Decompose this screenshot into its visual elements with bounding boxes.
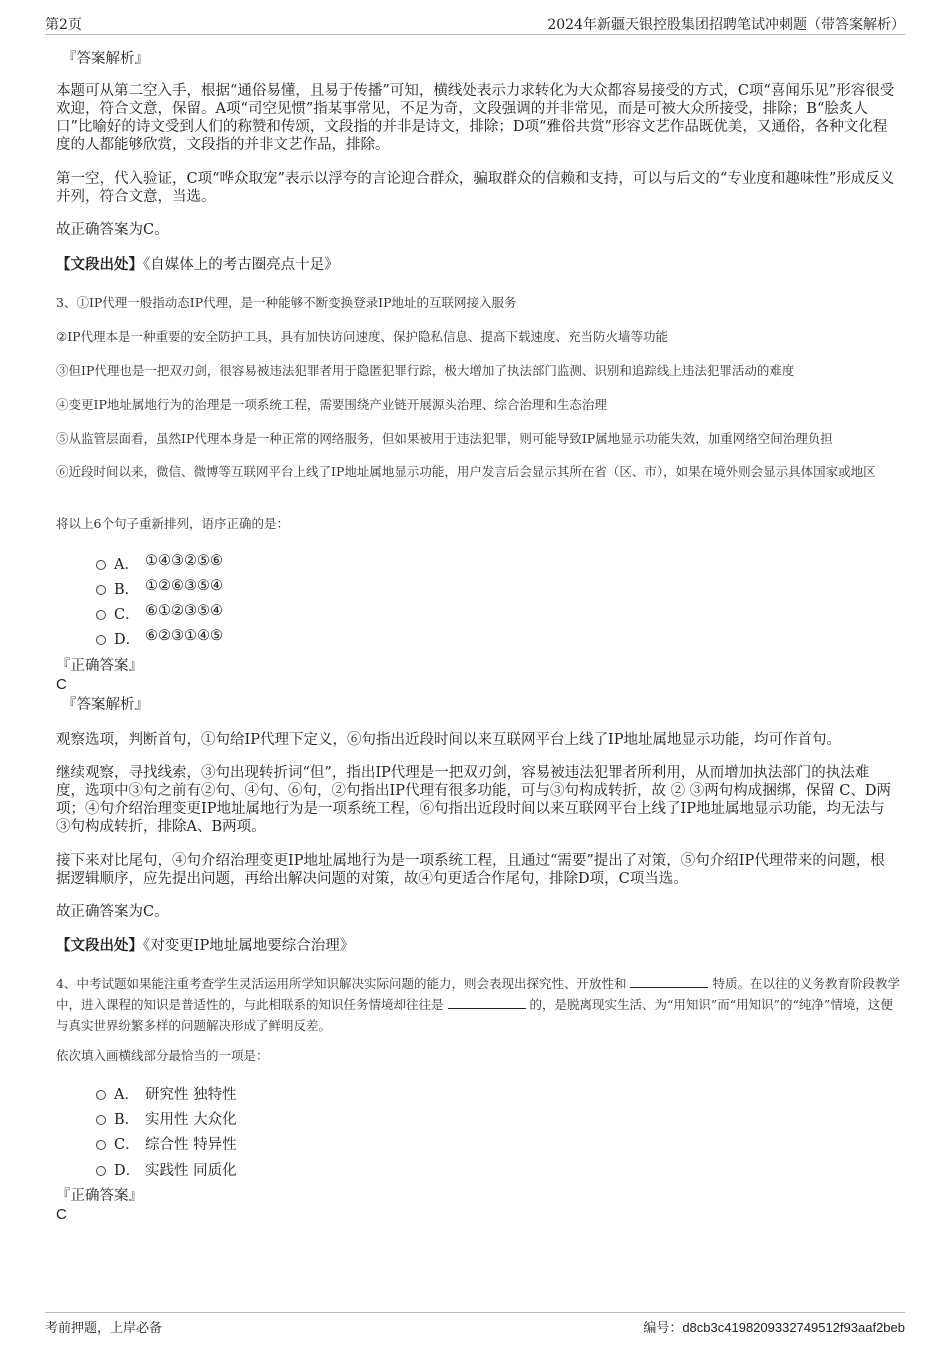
page-number: 第2页 xyxy=(45,17,82,33)
q3-sentence-5: ⑤从监管层面看，虽然IP代理本身是一种正常的网络服务，但如果被用于违法犯罪，则可能导致IP属地显示功能失效，加重网络空间治理负担 xyxy=(56,431,833,446)
q3-source-label: 【文段出处】 xyxy=(56,937,143,954)
q4-prompt: 依次填入画横线部分最恰当的一项是： xyxy=(56,1048,269,1063)
q2-analysis-heading: 『答案解析』 xyxy=(62,51,149,67)
option-text: ①②⑥③⑤④ xyxy=(145,578,223,594)
option-label: D． xyxy=(114,632,141,648)
q2-analysis-para-1: 本题可从第二空入手，根据“通俗易懂，且易于传播”可知，横线处表示力求转化为大众都容易接受的方式，C项“喜闻乐见”形容很受欢迎，符合文意，保留。A项“司空见惯”指某事常见，不足为奇，文段强调的并非常见，而是可被大众所接受，排除；B“脍炙人口”比喻好的诗文受到人们的称赞和传颂，文段指的并非是诗文，排除；D项“雅俗共赏”形容文艺作品既优美，又通俗，各种文化程度的人都能够欣赏，文段指的并非文艺作品，排除。 xyxy=(56,83,895,153)
option-label: C． xyxy=(114,1137,140,1153)
q2-conclusion: 故正确答案为C。 xyxy=(56,222,169,238)
document-title: 2024年新疆天银控股集团招聘笔试冲刺题（带答案解析） xyxy=(547,17,905,33)
q3-sentence-4: ④变更IP地址属地行为的治理是一项系统工程，需要围绕产业链开展源头治理、综合治理和生态治理 xyxy=(56,397,607,412)
q2-analysis-para-2: 第一空，代入验证，C项“哗众取宠”表示以浮夸的言论迎合群众，骗取群众的信赖和支持，可以与后文的“专业度和趣味性”形成反义并列，符合文意，当选。 xyxy=(56,171,895,205)
q2-source-title: 《自媒体上的考古圈亮点十足》 xyxy=(143,257,339,273)
radio-button-icon[interactable] xyxy=(96,585,106,595)
q3-source xyxy=(56,937,354,955)
q3-source-title: 《对变更IP地址属地要综合治理》 xyxy=(143,938,355,954)
option-text: ①④③②⑤⑥ xyxy=(145,553,223,569)
q4-correct-heading: 『正确答案』 xyxy=(56,1188,143,1204)
radio-button-icon[interactable] xyxy=(96,1115,106,1125)
q3-conclusion: 故正确答案为C。 xyxy=(56,904,169,920)
code-value: d8cb3c4198209332749512f93aaf2beb xyxy=(682,1320,905,1335)
footer-slogan: 考前押题，上岸必备 xyxy=(45,1321,163,1336)
option-text: ⑥①②③⑤④ xyxy=(145,603,223,619)
option-label: C． xyxy=(114,607,140,623)
q4-stem-part-2: 特质。在以往的义务教育阶段教学中，进入课程的知识是普适性的，与此相联系的知识任务情境却往往是 xyxy=(56,976,900,1012)
q3-sentence-3: ③但IP代理也是一把双刃剑，很容易被违法犯罪者用于隐匿犯罪行踪，极大增加了执法部门监测、识别和追踪线上违法犯罪活动的难度 xyxy=(56,363,795,378)
radio-button-icon[interactable] xyxy=(96,1090,106,1100)
q3-analysis-para-1: 观察选项，判断首句，①句给IP代理下定义，⑥句指出近段时间以来互联网平台上线了IP地址属地显示功能，均可作首句。 xyxy=(56,732,841,748)
q2-source-label: 【文段出处】 xyxy=(56,256,143,273)
q4-correct-answer: C xyxy=(56,1206,67,1223)
option-text: ⑥②③①④⑤ xyxy=(145,628,223,644)
option-text: 实用性 大众化 xyxy=(145,1112,237,1128)
q4-stem xyxy=(56,973,901,1036)
fill-blank-1 xyxy=(630,975,708,988)
q2-source xyxy=(56,256,339,274)
radio-button-icon[interactable] xyxy=(96,1140,106,1150)
q3-correct-answer: C xyxy=(56,676,67,693)
q4-stem-part-1: 4、中考试题如果能注重考查学生灵活运用所学知识解决实际问题的能力，则会表现出探究性、开放性和 xyxy=(56,976,627,991)
radio-button-icon[interactable] xyxy=(96,610,106,620)
fill-blank-2 xyxy=(448,996,526,1009)
option-label: B． xyxy=(114,1112,140,1128)
code-label: 编号： xyxy=(643,1320,683,1335)
q3-sentence-6: ⑥近段时间以来，微信、微博等互联网平台上线了IP地址属地显示功能，用户发言后会显示其所在省（区、市），如果在境外则会显示具体国家或地区 xyxy=(56,464,876,479)
option-label: D． xyxy=(114,1163,141,1179)
q3-analysis-para-2: 继续观察，寻找线索，③句出现转折词“但”，指出IP代理是一把双刃剑，容易被违法犯罪者所利用，从而增加执法部门的执法难度，选项中③句之前有②句、④句、⑥句，②句指出IP代理有很多功能，可与③句构成转折，故 ② ③两句构成捆绑，保留 C、D两项；④句介绍治理变更IP地址属地行为是一项系统工程，⑥句指出近段时间以来互联网平台上线了IP地址属地显示功能，均无法与③句构成转折，排除A、B两项。 xyxy=(56,765,892,835)
page-footer xyxy=(45,1312,905,1335)
q3-analysis-para-3: 接下来对比尾句，④句介绍治理变更IP地址属地行为是一项系统工程，且通过“需要”提出了对策，⑤句介绍IP代理带来的问题，根据逻辑顺序，应先提出问题，再给出解决问题的对策，故④句更适合作尾句，排除D项，C项当选。 xyxy=(56,853,885,887)
option-label: A． xyxy=(114,1087,139,1103)
q3-correct-heading: 『正确答案』 xyxy=(56,658,143,674)
radio-button-icon[interactable] xyxy=(96,560,106,570)
document-code xyxy=(643,1317,905,1336)
q3-prompt: 将以上6个句子重新排列，语序正确的是： xyxy=(56,516,289,531)
radio-button-icon[interactable] xyxy=(96,1166,106,1176)
option-text: 综合性 特异性 xyxy=(145,1137,237,1153)
q4-stem-part-3: 的，是脱离现实生活、为“用知识”而“用知识”的“纯净”情境，这便与真实世界纷繁多样的问题解决形成了鲜明反差。 xyxy=(56,997,893,1033)
option-text: 实践性 同质化 xyxy=(145,1163,237,1179)
option-label: A． xyxy=(114,557,139,573)
q3-sentence-1: 3、①IP代理一般指动态IP代理，是一种能够不断变换登录IP地址的互联网接入服务 xyxy=(56,295,517,310)
option-text: 研究性 独特性 xyxy=(145,1087,237,1103)
radio-button-icon[interactable] xyxy=(96,635,106,645)
option-label: B． xyxy=(114,582,140,598)
q3-sentence-2: ②IP代理本是一种重要的安全防护工具，具有加快访问速度、保护隐私信息、提高下载速度、充当防火墙等功能 xyxy=(56,329,669,344)
q3-analysis-heading: 『答案解析』 xyxy=(62,697,149,713)
